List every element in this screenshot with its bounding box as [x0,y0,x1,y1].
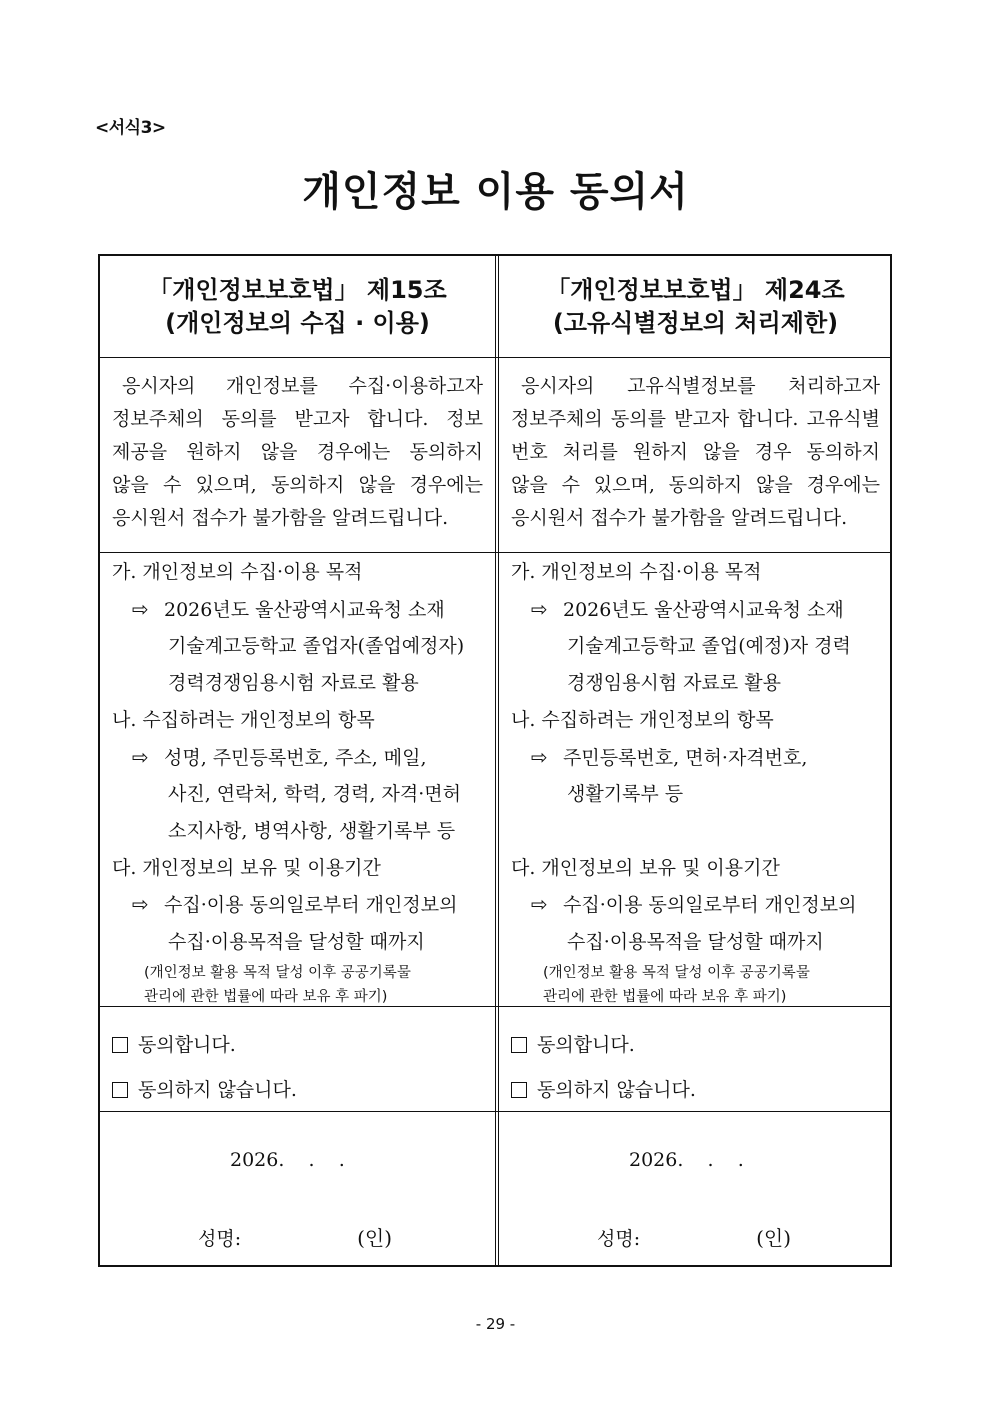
section-line: ⇨ 2026년도 울산광역시교육청 소재 [511,591,882,629]
intro-line: 번호 처리를 원하지 않을 경우 동의하지 [511,441,880,463]
arrow-right-icon: ⇨ [132,596,149,621]
section-line: ⇨ 수집·이용 동의일로부터 개인정보의 [112,886,485,924]
disagree-label: 동의하지 않습니다. [138,1079,297,1101]
header-law-article: 「개인정보보호법」 제15조 [148,276,447,304]
form-label: <서식3> [95,118,166,138]
blank-line [511,813,882,850]
agree-label: 동의합니다. [138,1034,236,1056]
section-line: ⇨ 수집·이용 동의일로부터 개인정보의 [511,886,882,924]
section-line: 수집·이용목적을 달성할 때까지 [567,931,824,954]
column-header [100,274,495,340]
date-field[interactable]: 2026. . . [230,1149,345,1171]
intro-line: 응시자의 개인정보를 수집·이용하고자 [122,375,483,397]
column-article-15 [100,256,495,1265]
arrow-right-icon: ⇨ [132,892,149,917]
column-header [499,274,892,340]
name-label: 성명: [597,1228,641,1250]
intro-paragraph [112,370,483,535]
disagree-checkbox[interactable] [112,1082,128,1098]
section-line: 사진, 연락처, 학력, 경력, 자격·면허 [168,783,461,806]
consent-options [112,1023,297,1113]
section-line: ⇨ 주민등록번호, 면허·자격번호, [511,739,882,777]
section-heading-retention: 다. 개인정보의 보유 및 이용기간 [511,856,780,879]
intro-paragraph [511,370,880,535]
section-line: 수집·이용목적을 달성할 때까지 [168,931,425,954]
section-line: 경쟁임용시험 자료로 활용 [567,672,781,695]
name-label: 성명: [198,1228,242,1250]
intro-line: 않을 수 있으며, 동의하지 않을 경우에는 [112,474,483,496]
intro-line: 않을 수 있으며, 동의하지 않을 경우에는 [511,474,880,496]
header-subject: (고유식별정보의 처리제한) [552,309,839,337]
intro-line: 정보주체의 동의를 받고자 합니다. 고유식별 [511,408,880,430]
section-line: ⇨ 2026년도 울산광역시교육청 소재 [112,591,485,629]
disagree-option[interactable] [112,1068,297,1113]
intro-line: 응시원서 접수가 불가함을 알려드립니다. [511,507,848,529]
seal-mark: (인) [756,1226,792,1250]
intro-line: 응시자의 고유식별정보를 처리하고자 [521,375,880,397]
signature-field[interactable] [597,1222,791,1251]
section-line: ⇨ 성명, 주민등록번호, 주소, 메일, [112,739,485,777]
arrow-right-icon: ⇨ [531,596,548,621]
column-divider [495,256,496,1265]
agree-label: 동의합니다. [537,1034,635,1056]
document-title: 개인정보 이용 동의서 [302,169,689,215]
section-heading-purpose: 가. 개인정보의 수집·이용 목적 [112,561,363,583]
section-line: 기술계고등학교 졸업자(졸업예정자) [168,635,465,658]
arrow-right-icon: ⇨ [531,892,548,917]
retention-note: 관리에 관한 법률에 따라 보유 후 파기) [543,988,787,1005]
agree-checkbox[interactable] [511,1037,527,1053]
agree-option[interactable] [511,1023,696,1068]
section-heading-items: 나. 수집하려는 개인정보의 항목 [511,708,774,731]
info-sections [511,554,882,1009]
arrow-right-icon: ⇨ [132,744,149,769]
disagree-label: 동의하지 않습니다. [537,1079,696,1101]
section-heading-retention: 다. 개인정보의 보유 및 이용기간 [112,856,381,879]
intro-line: 응시원서 접수가 불가함을 알려드립니다. [112,507,449,529]
section-line: 소지사항, 병역사항, 생활기록부 등 [168,819,456,842]
agree-option[interactable] [112,1023,297,1068]
column-article-24 [499,256,892,1265]
intro-line: 제공을 원하지 않을 경우에는 동의하지 [112,441,483,463]
retention-note: 관리에 관한 법률에 따라 보유 후 파기) [144,988,388,1005]
info-sections [112,554,485,1009]
disagree-checkbox[interactable] [511,1082,527,1098]
signature-field[interactable] [198,1222,392,1251]
intro-line: 정보주체의 동의를 받고자 합니다. 정보 [112,408,483,430]
page-number: - 29 - [475,1315,516,1333]
retention-note: (개인정보 활용 목적 달성 이후 공공기록물 [144,964,411,981]
section-line: 생활기록부 등 [567,783,684,806]
arrow-right-icon: ⇨ [531,744,548,769]
agree-checkbox[interactable] [112,1037,128,1053]
retention-note: (개인정보 활용 목적 달성 이후 공공기록물 [543,964,810,981]
section-heading-items: 나. 수집하려는 개인정보의 항목 [112,708,375,731]
header-law-article: 「개인정보보호법」 제24조 [546,276,845,304]
seal-mark: (인) [357,1226,393,1250]
section-line: 경력경쟁임용시험 자료로 활용 [168,672,419,695]
section-line: 기술계고등학교 졸업(예정)자 경력 [567,635,851,658]
consent-table [98,254,892,1267]
consent-options [511,1023,696,1113]
header-subject: (개인정보의 수집 · 이용) [165,309,430,337]
disagree-option[interactable] [511,1068,696,1113]
date-field[interactable]: 2026. . . [629,1149,744,1171]
section-heading-purpose: 가. 개인정보의 수집·이용 목적 [511,561,762,583]
